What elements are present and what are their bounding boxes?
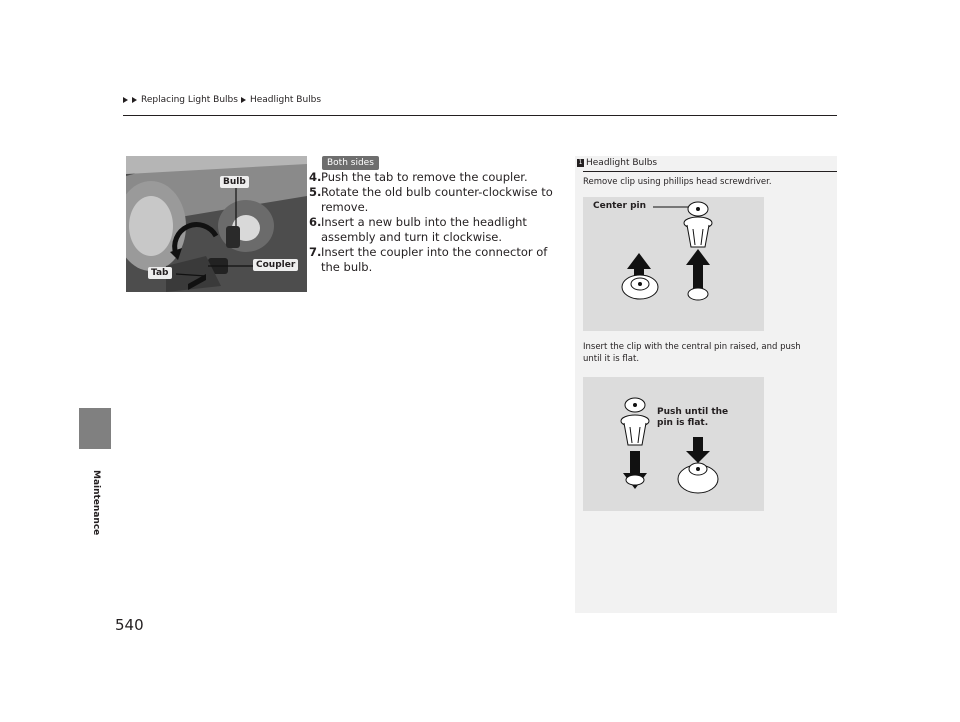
step-text: Insert a new bulb into the headlight assembly and turn it clockwise. bbox=[321, 215, 527, 244]
breadcrumb-item-replacing-light-bulbs[interactable]: Replacing Light Bulbs bbox=[141, 95, 238, 105]
photo-label-tab: Tab bbox=[148, 267, 172, 279]
note-title: Headlight Bulbs bbox=[586, 158, 658, 168]
breadcrumb-item-headlight-bulbs[interactable]: Headlight Bulbs bbox=[249, 95, 322, 105]
page-number: 540 bbox=[115, 616, 144, 634]
step-4 bbox=[309, 170, 564, 185]
clip-install-diagram bbox=[583, 377, 764, 511]
step-text: Push the tab to remove the coupler. bbox=[321, 170, 528, 184]
chevron-right-icon bbox=[123, 97, 128, 103]
both-sides-badge: Both sides bbox=[322, 156, 379, 170]
note-panel bbox=[575, 156, 837, 613]
chevron-right-icon bbox=[132, 97, 137, 103]
breadcrumb bbox=[123, 95, 321, 105]
clip-install-figure bbox=[583, 377, 764, 511]
note-header-rule bbox=[583, 171, 837, 172]
push-flat-label-line-2: pin is flat. bbox=[657, 418, 709, 428]
note-header bbox=[575, 158, 837, 168]
section-label: Maintenance bbox=[91, 470, 101, 536]
instruction-steps bbox=[309, 170, 564, 275]
step-number: 7. bbox=[309, 245, 322, 259]
step-text: Insert the coupler into the connector of the bulb. bbox=[321, 245, 548, 274]
step-number: 6. bbox=[309, 215, 322, 229]
clip-removal-figure bbox=[583, 197, 764, 331]
push-flat-label bbox=[657, 407, 728, 429]
step-7 bbox=[309, 245, 564, 275]
reference-marker-icon: 1 bbox=[578, 159, 583, 166]
clip-removal-diagram bbox=[583, 197, 764, 331]
note-paragraph-2-line-2: until it is flat. bbox=[583, 354, 640, 364]
step-6 bbox=[309, 215, 564, 245]
note-paragraph-2 bbox=[583, 341, 801, 365]
photo-label-coupler: Coupler bbox=[253, 259, 298, 271]
step-number: 5. bbox=[309, 185, 322, 199]
photo-label-bulb: Bulb bbox=[220, 176, 249, 188]
step-5 bbox=[309, 185, 564, 215]
push-flat-label-line-1: Push until the bbox=[657, 407, 729, 417]
chevron-right-icon bbox=[241, 97, 246, 103]
note-paragraph-2-line-1: Insert the clip with the central pin raised, and push bbox=[583, 342, 801, 352]
headlight-photo bbox=[126, 156, 307, 292]
note-paragraph-1: Remove clip using phillips head screwdriver. bbox=[583, 177, 772, 187]
step-text: Rotate the old bulb counter-clockwise to remove. bbox=[321, 185, 553, 214]
section-tab bbox=[79, 408, 111, 449]
center-pin-label: Center pin bbox=[593, 201, 647, 211]
header-rule bbox=[123, 115, 837, 116]
step-number: 4. bbox=[309, 170, 322, 184]
